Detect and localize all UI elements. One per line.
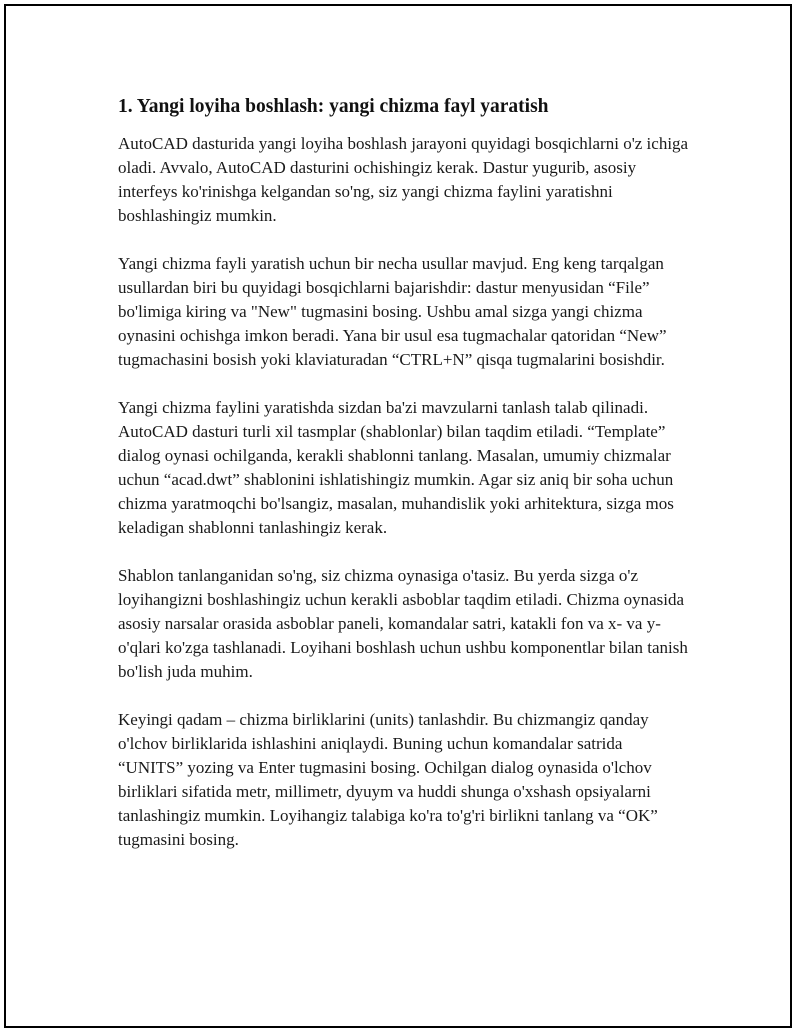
paragraph: AutoCAD dasturida yangi loyiha boshlash jarayoni quyidagi bosqichlarni o'z ichiga oladi. Avvalo, AutoCAD dasturini ochishingiz kerak. Dastur yugurib, asosiy interfeys ko'rinishga kelgandan so'ng, siz yangi chizma faylini yaratishni boshlashingiz mumkin. bbox=[118, 134, 689, 225]
document-body bbox=[118, 94, 690, 876]
section-heading: 1. Yangi loyiha boshlash: yangi chizma fayl yaratish bbox=[118, 96, 549, 117]
paragraph: Yangi chizma faylini yaratishda sizdan ba'zi mavzularni tanlash talab qilinadi. AutoCAD dasturi turli xil tasmplar (shablonlar) bilan taqdim etiladi. “Template” dialog oynasi ochilganda, kerakli shablonni tanlang. Masalan, umumiy chizmalar uchun “acad.dwt” shablonini ishlatishingiz mumkin. Agar siz aniq bir soha uchun chizma yaratmoqchi bo'lsangiz, masalan, muhandislik yoki arhitektura, sizga mos keladigan shablonni tanlashingiz kerak. bbox=[118, 398, 674, 537]
paragraph: Shablon tanlanganidan so'ng, siz chizma oynasiga o'tasiz. Bu yerda sizga o'z loyihangizni boshlashingiz uchun kerakli asboblar taqdim etiladi. Chizma oynasida asosiy narsalar orasida asboblar paneli, komandalar satri, katakli fon va x- va y-o'qlari ko'zga tashlanadi. Loyihani boshlash uchun ushbu komponentlar bilan tanish bo'lish juda muhim. bbox=[118, 566, 688, 681]
paragraph: Keyingi qadam – chizma birliklarini (units) tanlashdir. Bu chizmangiz qanday o'lchov birliklarida ishlashini aniqlaydi. Buning uchun komandalar satrida “UNITS” yozing va Enter tugmasini bosing. Ochilgan dialog oynasida o'lchov birliklari sifatida metr, millimetr, dyuym va huddi shunga o'xshash opsiyalarni tanlashingiz mumkin. Loyihangiz talabiga ko'ra to'g'ri birlikni tanlang va “OK” tugmasini bosing. bbox=[118, 710, 658, 849]
paragraph: Yangi chizma fayli yaratish uchun bir necha usullar mavjud. Eng keng tarqalgan usullardan biri bu quyidagi bosqichlarni bajarishdir: dastur menyusidan “File” bo'limiga kiring va "New" tugmasini bosing. Ushbu amal sizga yangi chizma oynasini ochishga imkon beradi. Yana bir usul esa tugmachalar qatoridan “New” tugmachasini bosish yoki klaviaturadan “CTRL+N” qisqa tugmalarini bosishdir. bbox=[118, 254, 667, 369]
